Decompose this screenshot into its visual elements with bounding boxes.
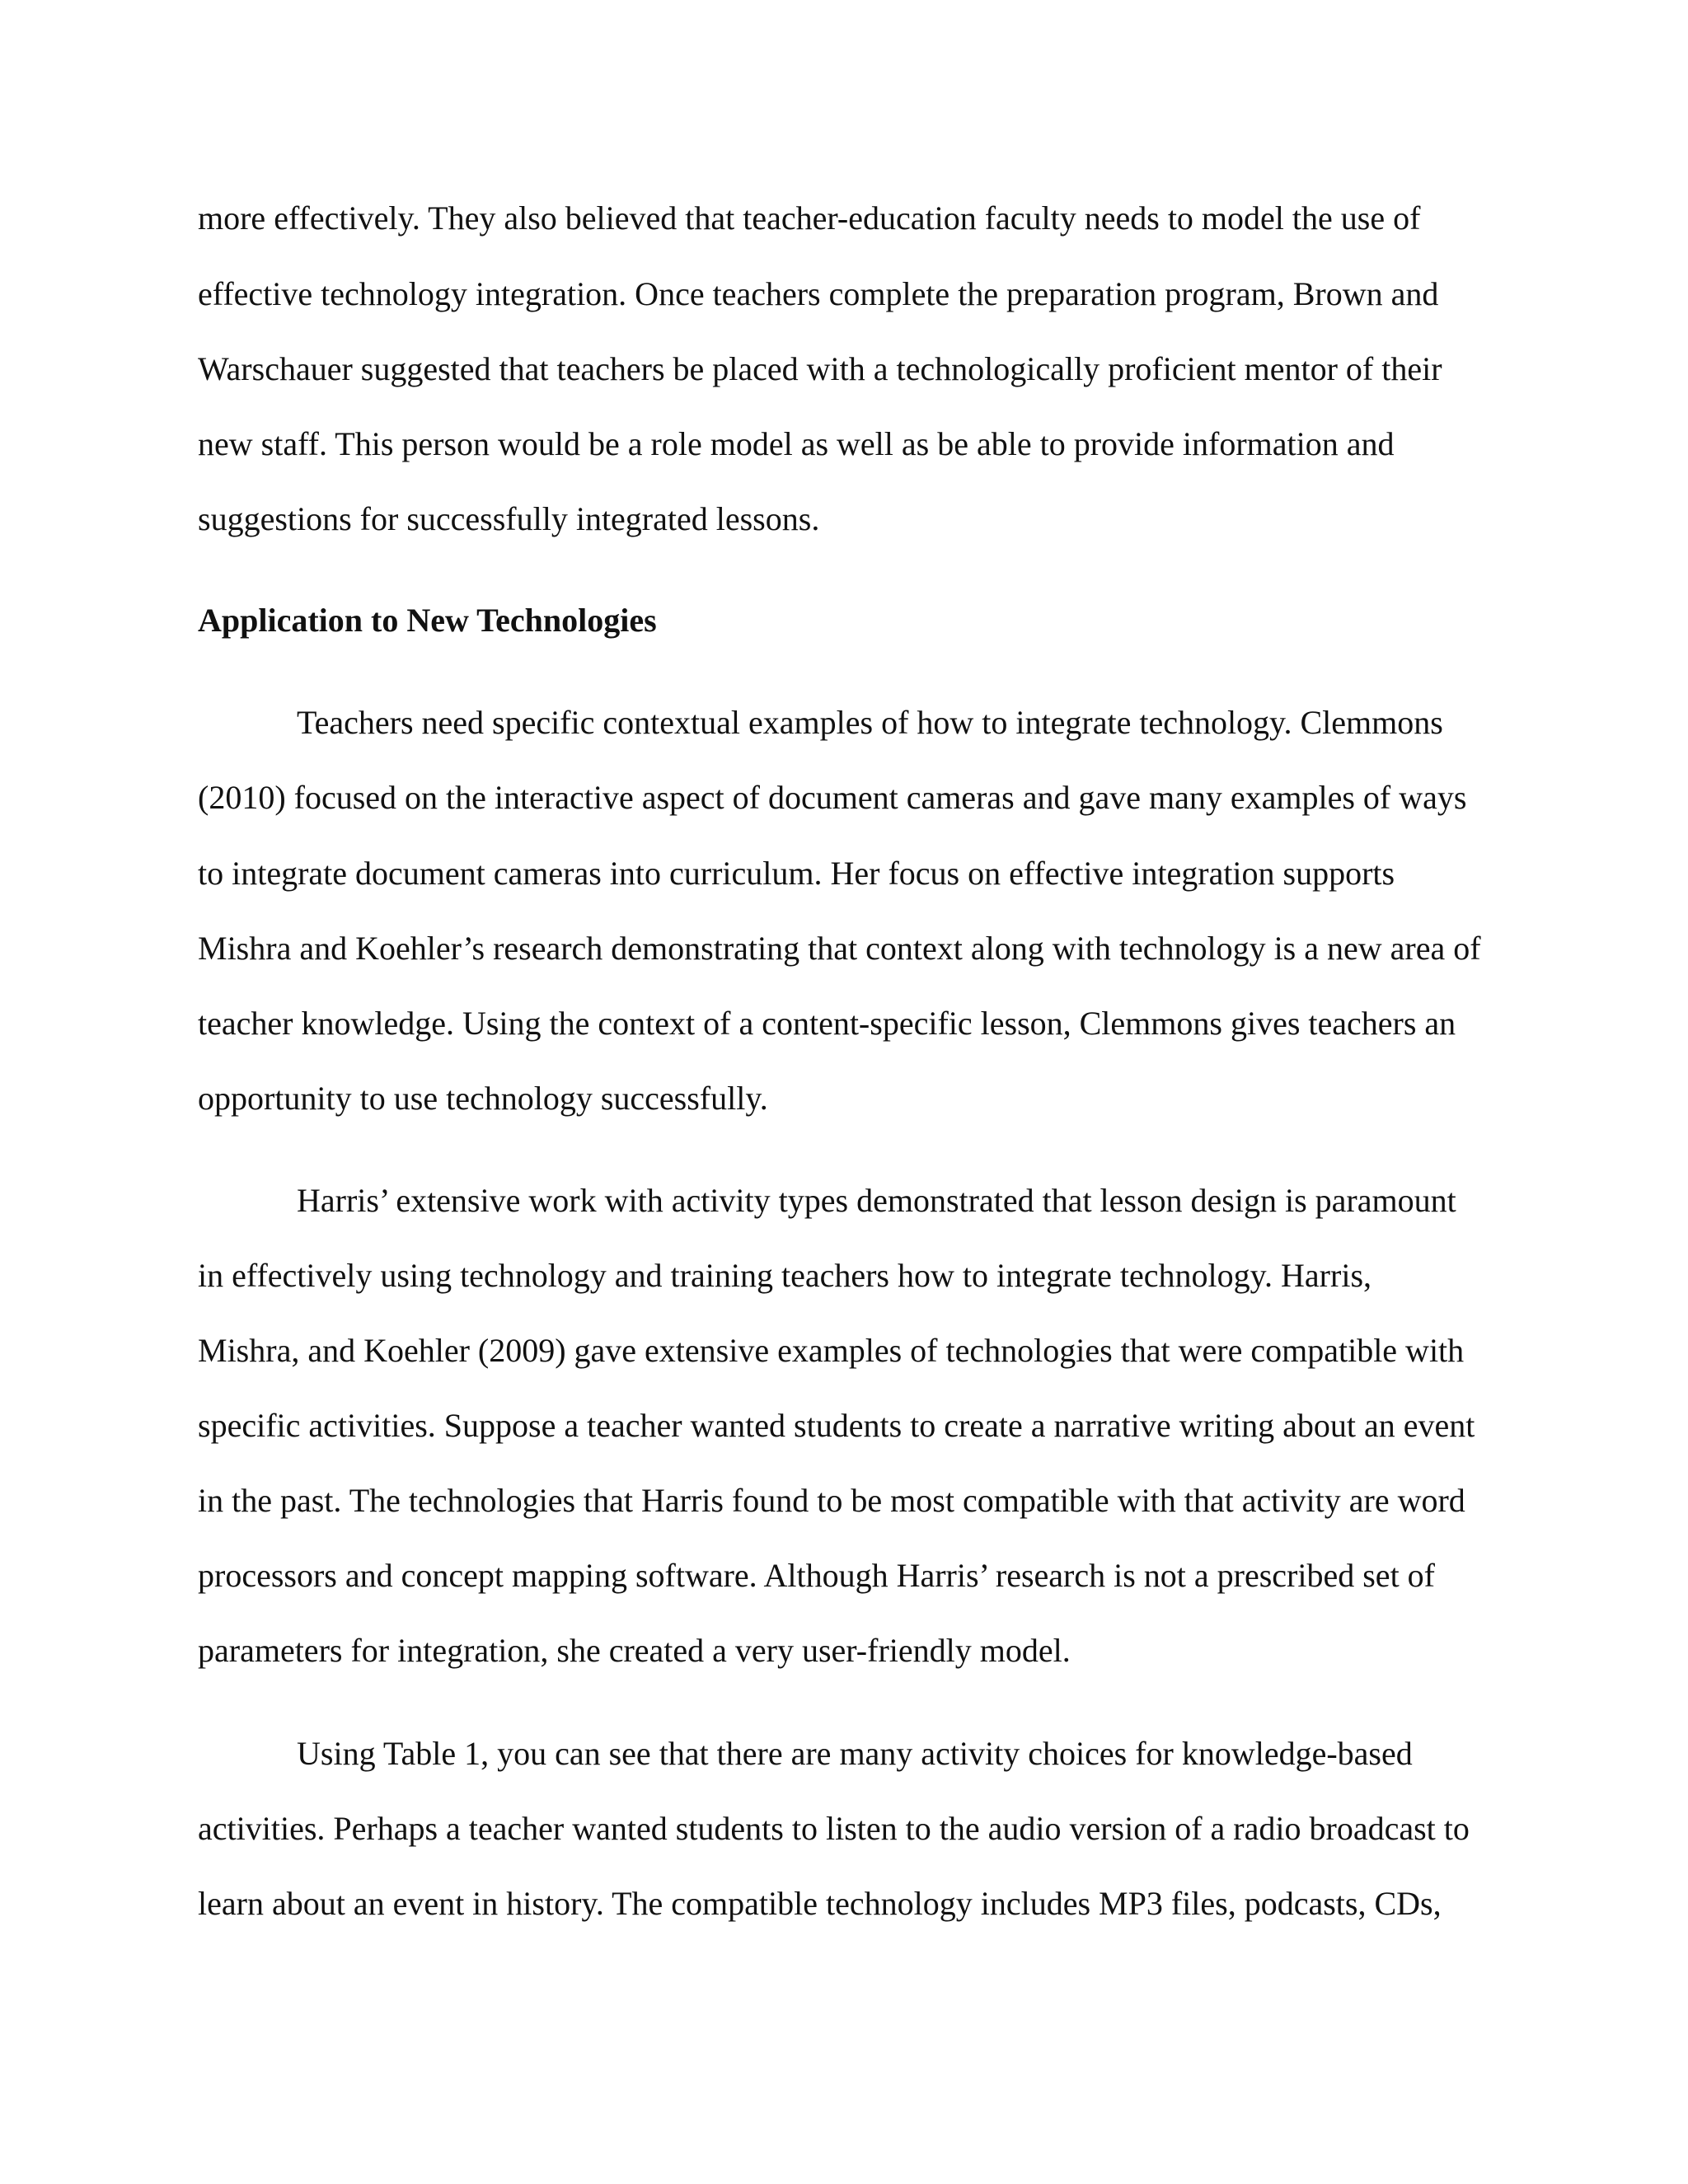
paragraph-2-line-5: teacher knowledge. Using the context of a content-specific lesson, Clemmons gives teachers an bbox=[198, 1005, 1456, 1042]
paragraph-2-line-2: (2010) focused on the interactive aspect of document cameras and gave many examples of ways bbox=[198, 779, 1467, 816]
paragraph-1-line-2: effective technology integration. Once teachers complete the preparation program, Brown and bbox=[198, 275, 1439, 312]
paragraph-1-line-5: suggestions for successfully integrated lessons. bbox=[198, 500, 820, 537]
paragraph-1-line-3: Warschauer suggested that teachers be placed with a technologically proficient mentor of their bbox=[198, 350, 1442, 387]
paragraph-3-line-2: in effectively using technology and training teachers how to integrate technology. Harris, bbox=[198, 1257, 1372, 1294]
paragraph-2-line-6: opportunity to use technology successfully. bbox=[198, 1080, 768, 1117]
paragraph-3-line-5: in the past. The technologies that Harris found to be most compatible with that activity are word bbox=[198, 1482, 1465, 1519]
paragraph-3-line-7: parameters for integration, she created a very user-friendly model. bbox=[198, 1632, 1071, 1669]
paragraph-4-line-2: activities. Perhaps a teacher wanted students to listen to the audio version of a radio broadcast to bbox=[198, 1810, 1470, 1847]
paragraph-1-line-1: more effectively. They also believed that teacher-education faculty needs to model the use of bbox=[198, 199, 1421, 237]
paragraph-2-line-4: Mishra and Koehler’s research demonstrating that context along with technology is a new area of bbox=[198, 930, 1481, 967]
paragraph-3-line-4: specific activities. Suppose a teacher wanted students to create a narrative writing about an event bbox=[198, 1407, 1475, 1444]
paragraph-2-line-3: to integrate document cameras into curriculum. Her focus on effective integration supports bbox=[198, 855, 1395, 892]
paragraph-2-line-1: Teachers need specific contextual examples of how to integrate technology. Clemmons bbox=[297, 704, 1443, 741]
paragraph-3-line-3: Mishra, and Koehler (2009) gave extensive examples of technologies that were compatible with bbox=[198, 1332, 1465, 1369]
paragraph-4-line-1: Using Table 1, you can see that there are many activity choices for knowledge-based bbox=[297, 1735, 1413, 1772]
paragraph-3-line-6: processors and concept mapping software. Although Harris’ research is not a prescribed set of bbox=[198, 1557, 1435, 1594]
paragraph-3-line-1: Harris’ extensive work with activity types demonstrated that lesson design is paramount bbox=[297, 1182, 1456, 1219]
paragraph-1-line-4: new staff. This person would be a role model as well as be able to provide information and bbox=[198, 425, 1395, 462]
paragraph-4-line-3: learn about an event in history. The compatible technology includes MP3 files, podcasts, CDs, bbox=[198, 1885, 1442, 1922]
section-heading: Application to New Technologies bbox=[198, 602, 657, 639]
